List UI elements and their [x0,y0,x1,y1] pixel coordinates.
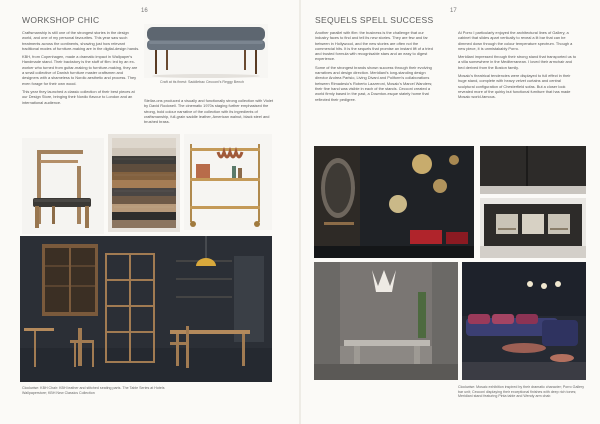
paragraph: Another parallel with film: the business is the challenge that our industry faces to find and tell its new stories. They are few and far between in Hollywood, and the new stories are often not the commercial hits. It is the sequels that promise an instant lift of a tried and trusted formula with recognisable stars and an easy to digest experience. [315,30,433,62]
paragraph: Meridiani impressed through their strong stand that transported us to a villa somewhere in the Mediterranean. I loved their armchair and bed derived from the Boston family. [458,54,577,70]
bar-cart-photo [184,134,272,230]
paragraph: At Porro I particularly enjoyed the architectural lines of Gallery, a cabinet that slides apart vertically to reveal a lit bar that can be dimmed down through the colour temperature spectrum. Though a new piece, it is unmistakably Porro. [458,30,573,51]
page-title-right: SEQUELS SPELL SUCCESS [315,15,434,25]
page-number-left: 16 [141,8,148,14]
paragraph: Some of the strongest brands shown success through their evolving narratives and design direction. Meridiani's long-standing design director Andrea Parisio, Living Divani and Poliform's collaborations between Rimadesio's Roberto Lazzeroni, Mosaic's Marcel Wanders; their fine hand was visible in each of the stands. Cecconi created a world firmly based in the past, a Downton-esque stately home that reflected their pedigree. [315,64,433,102]
kbh-chair-photo [22,138,104,234]
cecconi-stand-photo [314,146,474,258]
page-number-right: 17 [450,8,457,14]
paragraph: Mosaic's theatrical tendencies were displayed to full effect in their huge stand, complete with heavy velvet curtains and central sculptural configuration of Chesterfield sofas. But a closer look revealed more of the quirky but functional furniture that has made Mosaic world-famous. [458,73,571,100]
porro-gallery-open-photo [480,198,586,258]
caption-bench: Craft at its finest: Saddlebac Cecconi's Reggy Bench [160,80,244,84]
left-text-column-2 [144,98,274,127]
paragraph: Stellar-ons produced a visually and functionally strong collection with Violet by David Rockwell. The cinematic 1970s staging further emphasised the strong, bold colour narrative of the collection with its ingredients of craftsmanship, full-grain saddle leather, American walnut, black steel and brushed brass. [144,98,274,125]
leather-swatch-photo [108,134,180,232]
caption-right-bottom: Clockwise: Mosaic exhibition inspired by their dramatic character; Porro Gallery bar unit; Cecconi displaying their exceptional finishes with deep rich tones; Meridiani stand featuring Pinta table and Wendy arm chair. [458,385,585,399]
left-text-column-1 [22,30,140,108]
bench-photo [144,24,268,78]
paragraph: This year they launched a classic collection of their best pieces at our Design Store, bringing their Nordic flavour to London and an international audience. [22,88,135,105]
porro-gallery-closed-photo [480,146,586,194]
meridiani-stand-photo [314,262,458,380]
right-text-column-2 [458,30,578,103]
kbh-showroom-photo [20,236,272,382]
page-gutter [299,0,301,424]
mosaic-stand-photo [462,262,586,380]
paragraph: KBH, from Copenhagen, made a dramatic impact in Wallpaper's Handmade stand. Their backstory is the stuff of film: led by an ex-worker who turned from guitar-making to furniture-making, they are a small collective of Danish furniture master craftsmen and designers with a shameless to Nordic aesthetic and process. They even forage for their own wood. [22,54,138,86]
paragraph: Craftsmanship is still one of the strongest stories in the design world, and one of my personal favourites. This year saw such treatments across the continents, showing just how relevant traditional modes of furniture-making are in the digital-design hands. [22,30,140,51]
page-title-left: WORKSHOP CHIC [22,15,100,25]
caption-left-bottom: Clockwise: KBH Chair: KBH leather and stitched seating parts. The Table Series at Hotels Wallpaperstore; KBH New Classics Collection [22,386,165,395]
right-text-column-1 [315,30,435,105]
